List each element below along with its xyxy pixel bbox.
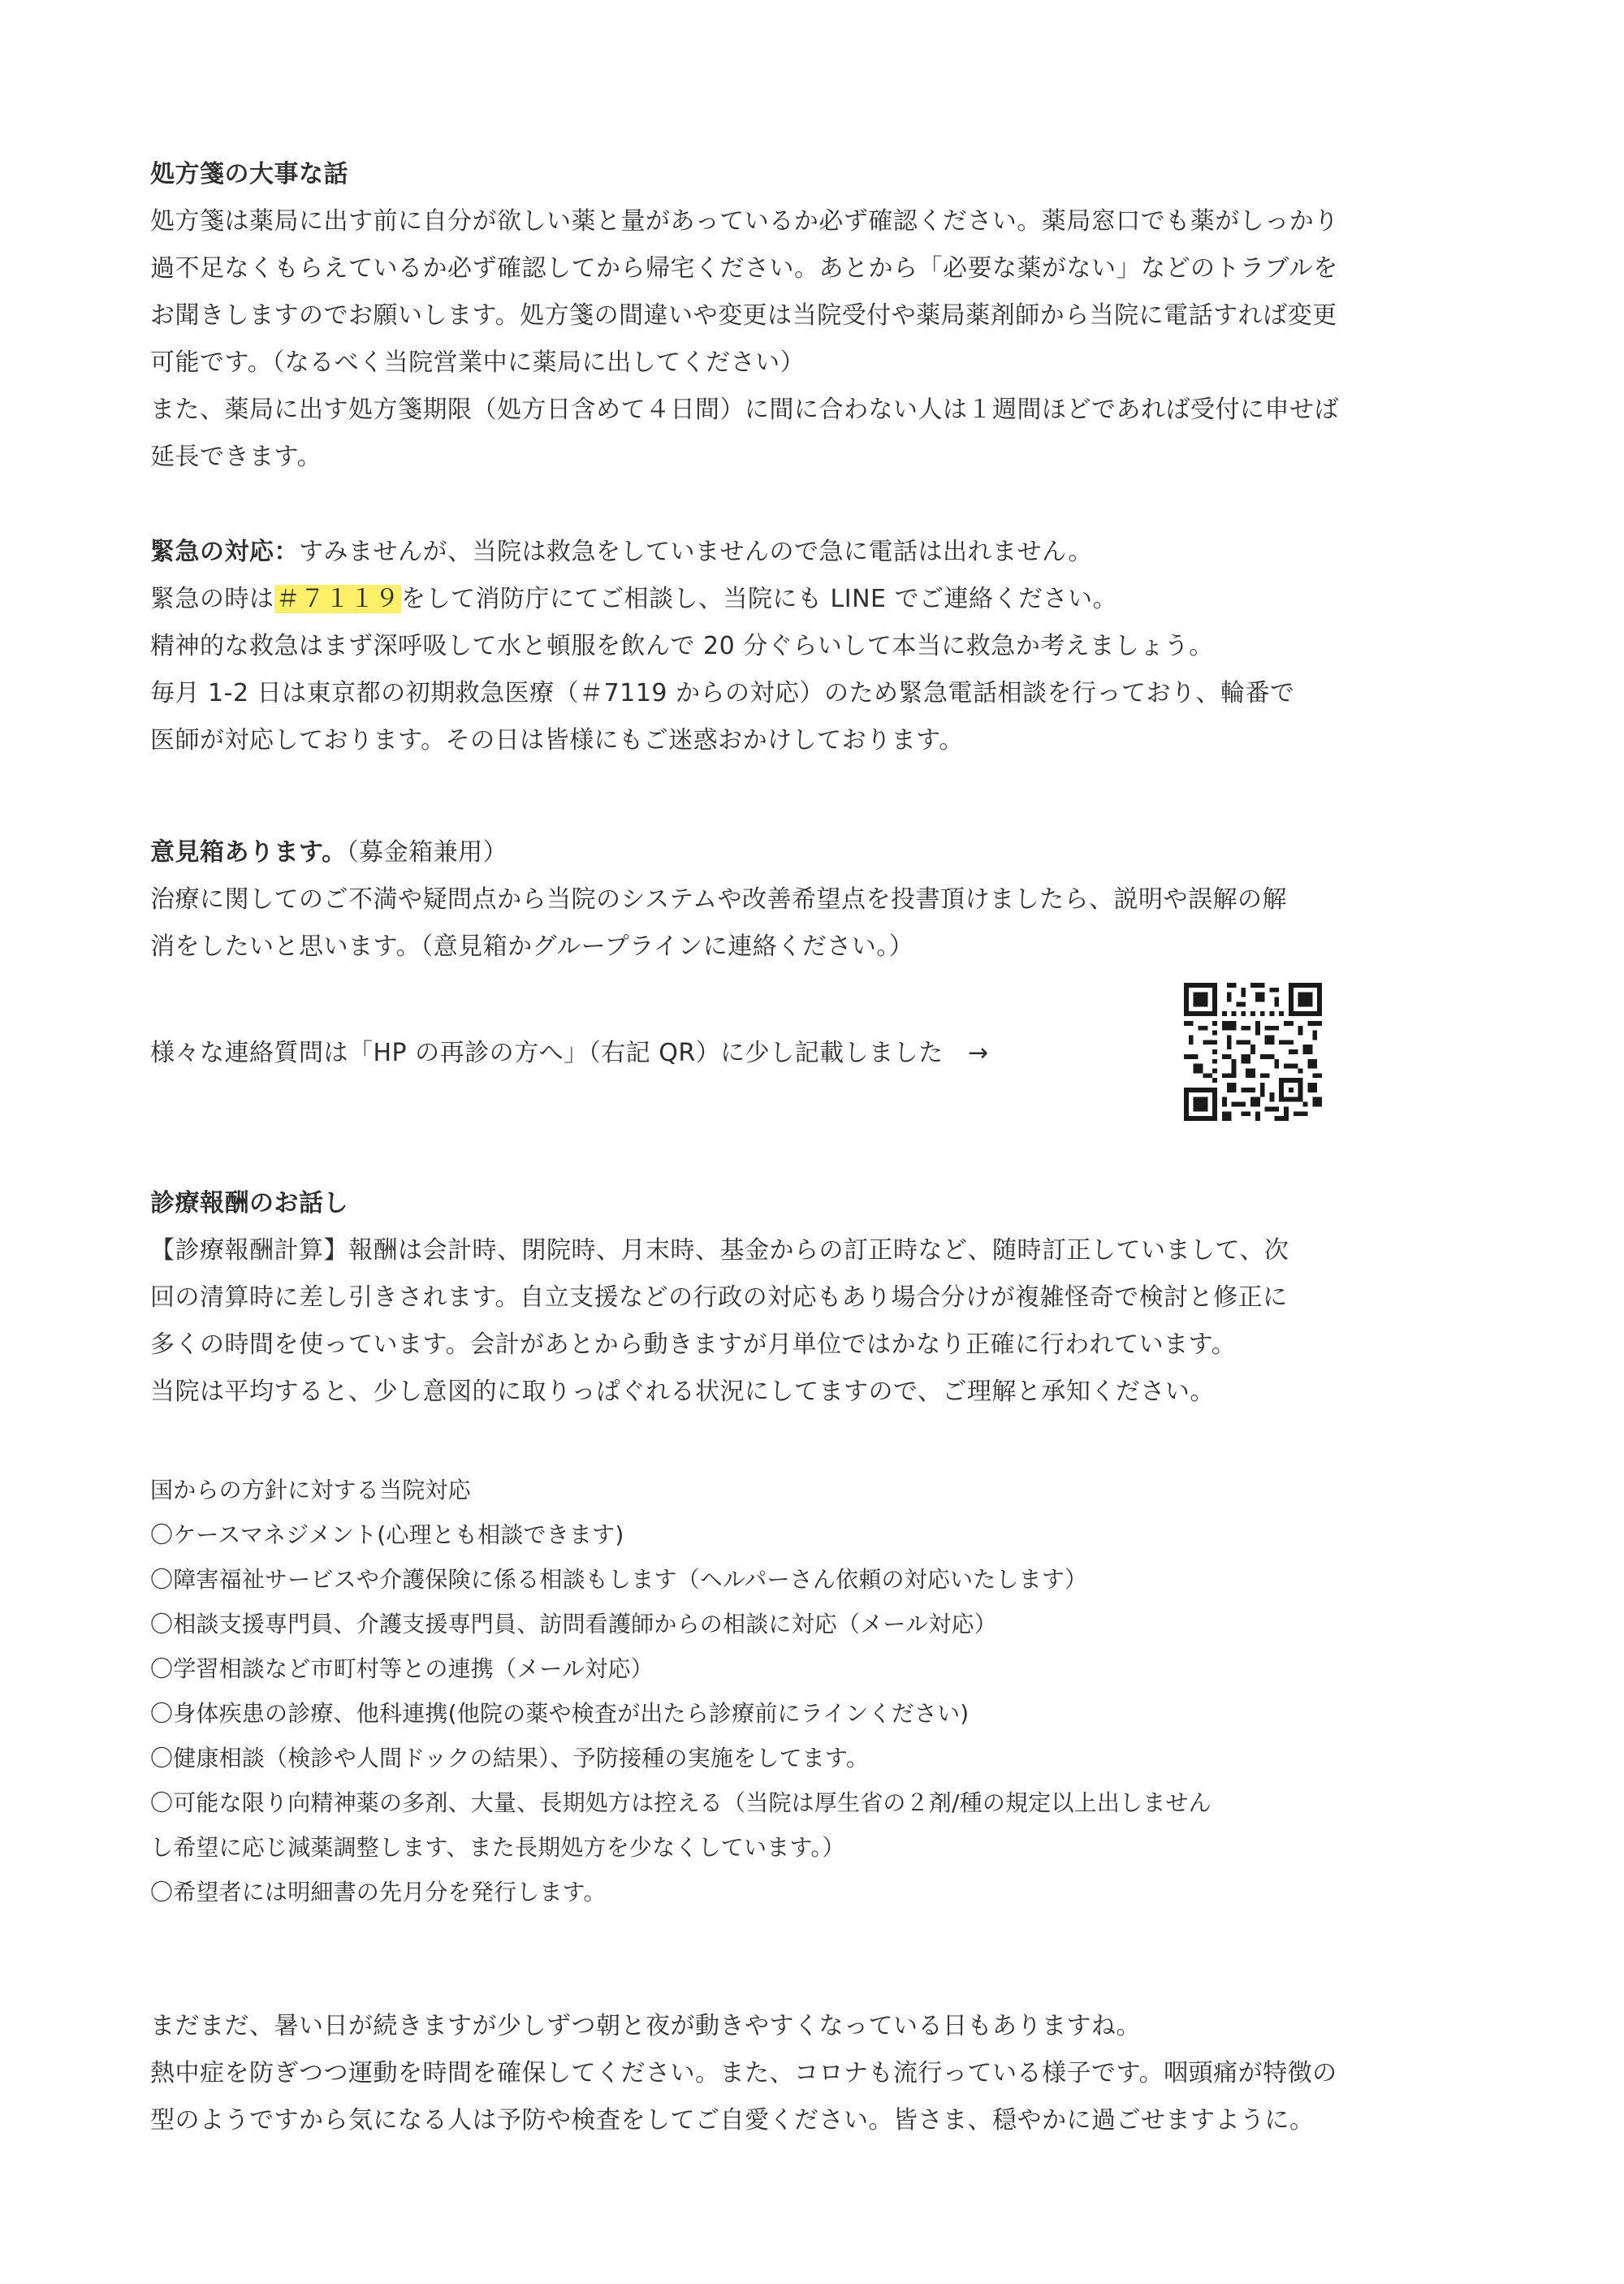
qr-note: 様々な連絡質問は「HP の再診の方へ」（右記 QR）に少し記載しました → [150, 1039, 989, 1067]
opinion-title: 意見箱あります。 [150, 838, 347, 867]
closing-line: まだまだ、暑い日が続きますが少しずつ朝と夜が動きやすくなっている日もありますね。 [150, 2012, 1141, 2040]
opinion-heading-line [150, 837, 508, 869]
prescription-line: また、薬局に出す処方箋期限（処方日含めて４日間）に間に合わない人は１週間ほどであれば受付に申せば [150, 396, 1339, 424]
opinion-line: 治療に関してのご不満や疑問点から当院のシステムや改善希望点を投書頂けましたら、説明や誤解の解 [150, 885, 1287, 914]
emergency-title-rest: すみませんが、当院は救急をしていませんので急に電話は出れません。 [299, 538, 1093, 566]
emergency-line: 医師が対応しております。その日は皆様にもご迷惑おかけしております。 [150, 726, 964, 755]
policy-item: 〇健康相談（検診や人間ドックの結果）、予防接種の実施をしてます。 [150, 1745, 870, 1771]
emergency-heading-line [150, 536, 1093, 569]
prescription-line: 延長できます。 [150, 443, 322, 471]
policy-item: し希望に応じ減薬調整します、また長期処方を少なくしています。） [150, 1834, 845, 1861]
policy-item: 〇相談支援専門員、介護支援専門員、訪問看護師からの相談に対応（メール対応） [150, 1611, 997, 1637]
opinion-title-rest: （募金箱兼用） [346, 838, 508, 867]
prescription-title: 処方箋の大事な話 [150, 160, 348, 188]
emergency-line-post: をして消防庁にてご相談し、当院にも LINE でご連絡ください。 [401, 585, 1118, 613]
prescription-line: 処方箋は薬局に出す前に自分が欲しい薬と量があっているか必ず確認ください。薬局窓口でも薬がしっかり [150, 207, 1339, 236]
policy-item: 〇学習相談など市町村等との連携（メール対応） [150, 1655, 654, 1682]
policy-item: 〇希望者には明細書の先月分を発行します。 [150, 1879, 607, 1905]
emergency-number-highlight: ＃７１１９ [275, 585, 400, 613]
emergency-line-pre: 緊急の時は [150, 585, 274, 613]
fees-line: 多くの時間を使っています。会計があとから動きますが月単位ではかなり正確に行われています。 [150, 1330, 1237, 1359]
closing-line: 型のようですから気になる人は予防や検査をしてご自愛ください。皆さま、穏やかに過ごせますように。 [150, 2106, 1315, 2135]
emergency-title: 緊急の対応： [150, 538, 299, 566]
opinion-line: 消をしたいと思います。（意見箱かグループラインに連絡ください。） [150, 932, 914, 961]
fees-line: 【診療報酬計算】報酬は会計時、閉院時、月末時、基金からの訂正時など、随時訂正していまして、次 [150, 1236, 1289, 1265]
emergency-contact-line [150, 583, 1117, 616]
closing-line: 熱中症を防ぎつつ運動を時間を確保してください。また、コロナも流行っている様子です。咽頭痛が特徴の [150, 2059, 1337, 2087]
policy-item: 〇ケースマネジメント(心理とも相談できます) [150, 1521, 624, 1548]
fees-title: 診療報酬のお話し [150, 1189, 348, 1218]
prescription-line: お聞きしますのでお願いします。処方箋の間違いや変更は当院受付や薬局薬剤師から当院に電話すれば変更 [150, 301, 1337, 330]
prescription-line: 過不足なくもらえているか必ず確認してから帰宅ください。あとから「必要な薬がない」などのトラブルを [150, 254, 1338, 283]
qr-code-icon[interactable] [1184, 983, 1322, 1121]
prescription-line: 可能です。（なるべく当院営業中に薬局に出してください） [150, 348, 806, 377]
fees-line: 当院は平均すると、少し意図的に取りっぱぐれる状況にしてますので、ご理解と承知ください。 [150, 1378, 1215, 1406]
policy-item: 〇可能な限り向精神薬の多剤、大量、長期処方は控える（当院は厚生省の２剤/種の規定以上出しません [150, 1789, 1212, 1816]
fees-line: 回の清算時に差し引きされます。自立支援などの行政の対応もあり場合分けが複雑怪奇で検討と修正に [150, 1283, 1288, 1312]
emergency-line: 精神的な救急はまず深呼吸して水と頓服を飲んで 20 分ぐらいして本当に救急か考えましょう。 [150, 632, 1214, 660]
emergency-line: 毎月 1-2 日は東京都の初期救急医療（＃7119 からの対応）のため緊急電話相談を行っており、輪番で [150, 679, 1295, 707]
policy-item: 〇障害福祉サービスや介護保険に係る相談もします（ヘルパーさん依頼の対応いたします） [150, 1566, 1088, 1593]
policy-item: 〇身体疾患の診療、他科連携(他院の薬や検査が出たら診療前にラインください) [150, 1700, 970, 1727]
policy-title: 国からの方針に対する当院対応 [150, 1477, 471, 1503]
